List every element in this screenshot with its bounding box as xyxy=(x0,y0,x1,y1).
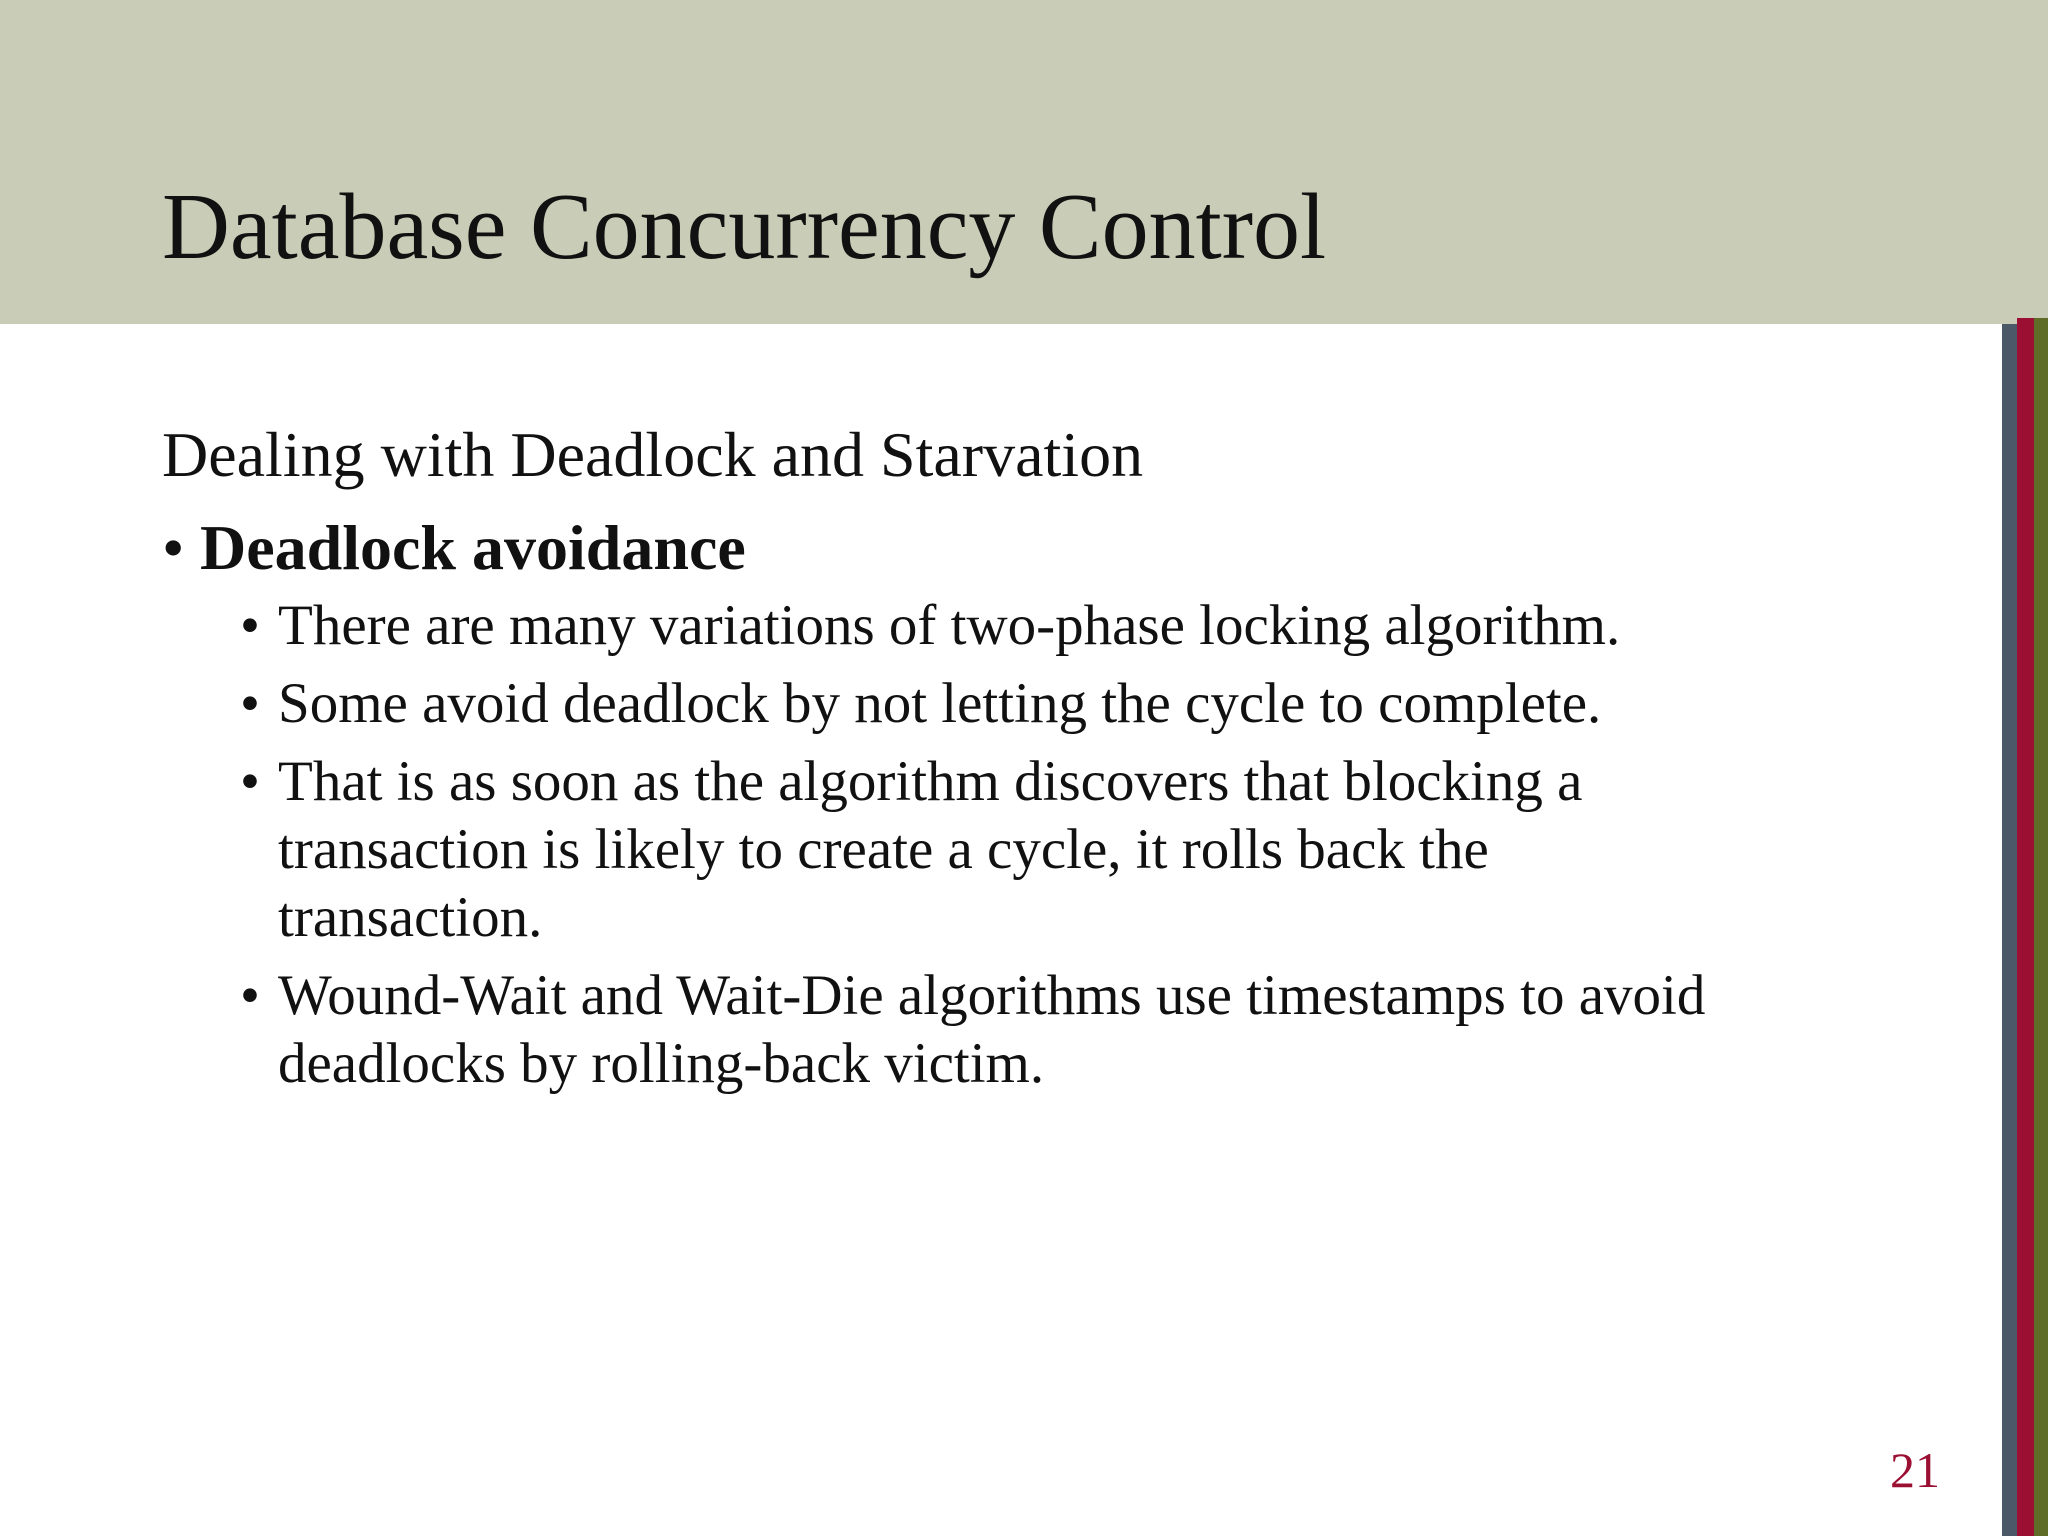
slide-content xyxy=(162,414,1962,1108)
sub-bullet-line: Some avoid deadlock by not letting the cycle to complete. xyxy=(278,672,1602,735)
slide-subtitle: Dealing with Deadlock and Starvation xyxy=(162,419,1144,490)
sub-bullet-item xyxy=(162,670,1962,738)
sub-bullet-line: Wound-Wait and Wait-Die algorithms use timestamps to avoid xyxy=(278,964,1706,1027)
sub-bullet-list xyxy=(162,592,1962,1098)
page-number: 21 xyxy=(1890,1442,1940,1498)
sub-bullet-item xyxy=(162,748,1962,952)
sub-bullet-item xyxy=(162,592,1962,660)
sub-bullet-line: deadlocks by rolling-back victim. xyxy=(278,1032,1045,1095)
sub-bullet-line: transaction. xyxy=(278,886,543,949)
bullet-marker: • xyxy=(240,672,260,735)
main-bullet-text: Deadlock avoidance xyxy=(200,512,746,583)
bullet-marker: • xyxy=(240,964,260,1027)
sub-bullet-line: There are many variations of two-phase locking algorithm. xyxy=(278,594,1621,657)
main-bullet xyxy=(162,508,1962,588)
sub-bullet-line: transaction is likely to create a cycle, it rolls back the xyxy=(278,818,1489,881)
accent-stripe-olive xyxy=(2034,324,2048,1536)
bullet-marker: • xyxy=(240,594,260,657)
sub-bullet-item xyxy=(162,962,1962,1098)
accent-stripe-slate xyxy=(2002,324,2017,1536)
bullet-marker: • xyxy=(240,750,260,813)
bullet-marker: • xyxy=(162,512,185,583)
accent-stripe-crimson xyxy=(2017,324,2034,1536)
slide-title: Database Concurrency Control xyxy=(162,175,1327,279)
sub-bullet-line: That is as soon as the algorithm discovers that blocking a xyxy=(278,750,1583,813)
